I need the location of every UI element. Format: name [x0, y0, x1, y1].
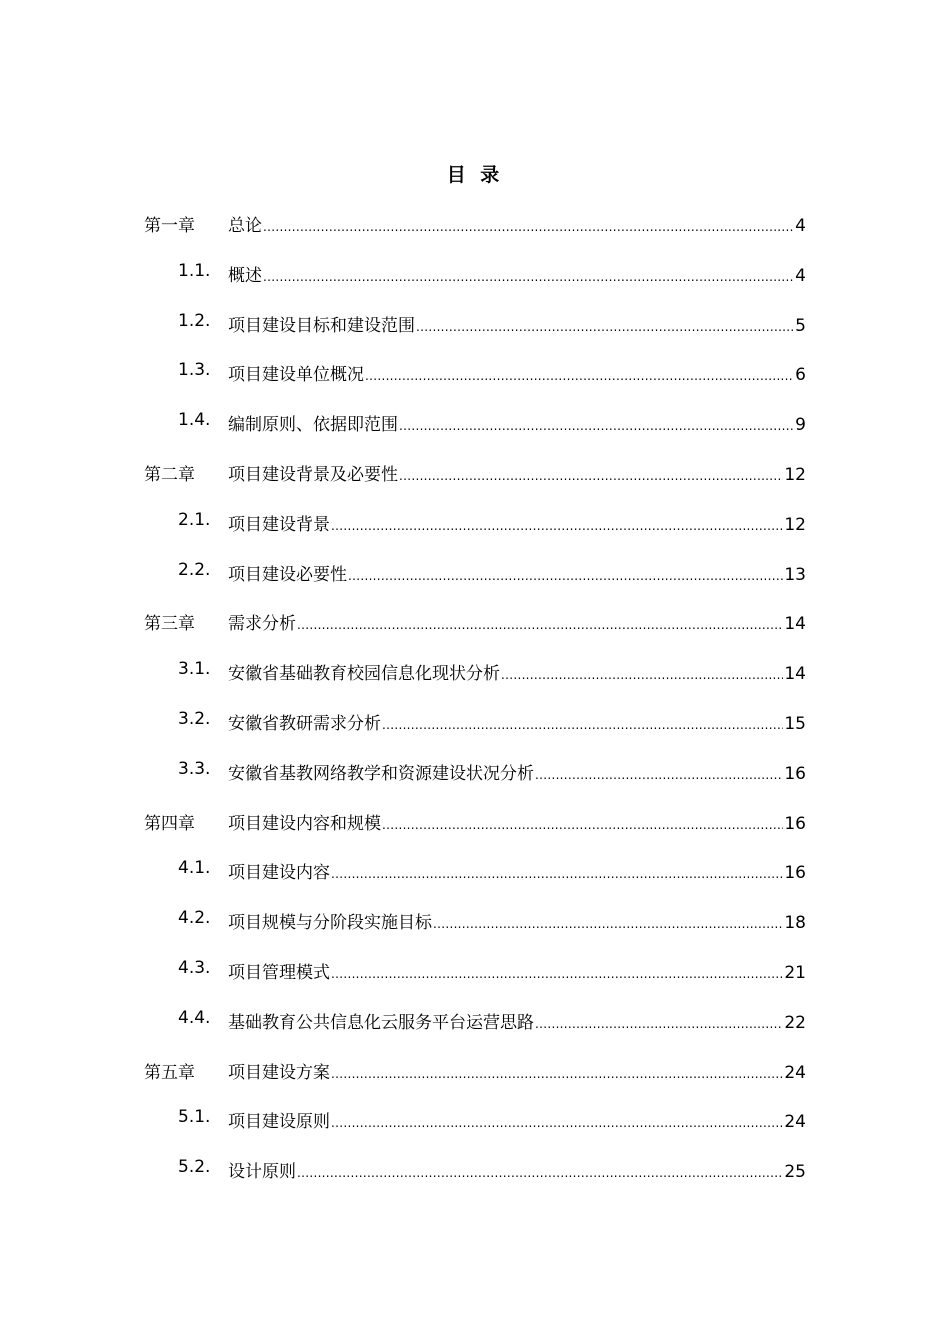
- dot-leader: [416, 320, 794, 334]
- toc-entry-number: 4.1.: [178, 858, 211, 879]
- toc-entry-number: 第一章: [144, 216, 195, 236]
- dot-leader: [535, 768, 783, 782]
- toc-entry-number: 2.2.: [178, 559, 211, 580]
- toc-entry[interactable]: [0, 1095, 950, 1145]
- toc-entry-label: 项目规模与分阶段实施目标: [228, 913, 432, 934]
- toc-entry[interactable]: [0, 697, 950, 747]
- toc-title: 目 录: [446, 164, 504, 186]
- toc-entry-number: 1.2.: [178, 310, 211, 331]
- toc-entry-label: 项目建设背景: [228, 514, 330, 535]
- toc-entry-number: 2.1.: [178, 509, 211, 530]
- toc-entry-page: 14: [784, 614, 806, 635]
- toc-entry-line: [228, 609, 806, 635]
- toc-entry[interactable]: [0, 249, 950, 299]
- toc-entry-page: 15: [784, 714, 806, 734]
- dot-leader: [297, 618, 783, 632]
- toc-entry-page: 12: [784, 514, 806, 535]
- toc-entry-number: 3.3.: [178, 758, 211, 779]
- dot-leader: [331, 1116, 783, 1130]
- toc-entry-label: 项目建设背景及必要性: [228, 465, 398, 485]
- dot-leader: [331, 1067, 783, 1081]
- dot-leader: [365, 369, 794, 383]
- toc-entry[interactable]: [0, 946, 950, 996]
- dot-leader: [535, 1017, 783, 1031]
- toc-entry-line: [228, 709, 806, 735]
- toc-entry-line: [228, 311, 806, 337]
- toc-entry[interactable]: [0, 448, 950, 498]
- toc-entry-page: 9: [795, 415, 806, 436]
- toc-entry-number: 第五章: [144, 1062, 195, 1083]
- toc-entry-number: 1.1.: [178, 260, 211, 281]
- toc-entry-line: [228, 809, 806, 835]
- toc-entry[interactable]: [0, 996, 950, 1046]
- toc-entry-label: 基础教育公共信息化云服务平台运营思路: [228, 1012, 534, 1033]
- dot-leader: [382, 818, 783, 832]
- toc-entry-label: 编制原则、依据即范围: [228, 415, 398, 436]
- toc-entry-line: [228, 261, 806, 287]
- toc-entry-label: 安徽省基础教育校园信息化现状分析: [228, 664, 500, 685]
- toc-entry[interactable]: [0, 398, 950, 448]
- toc-entry[interactable]: [0, 348, 950, 398]
- toc-entry-number: 4.3.: [178, 958, 211, 978]
- toc-entry-line: [228, 510, 806, 536]
- toc-entry-label: 项目建设原则: [228, 1112, 330, 1133]
- dot-leader: [331, 519, 783, 533]
- dot-leader: [331, 867, 783, 881]
- toc-entry-page: 21: [784, 963, 806, 983]
- toc-entry-page: 13: [784, 564, 806, 585]
- toc-entry[interactable]: [0, 747, 950, 797]
- toc-entry-line: [228, 560, 806, 586]
- toc-entry-number: 5.2.: [178, 1157, 211, 1178]
- toc-entry-label: 概述: [228, 265, 262, 286]
- toc-entry-label: 项目建设目标和建设范围: [228, 315, 415, 336]
- toc-entry-number: 1.4.: [178, 410, 211, 431]
- toc-entry-line: [228, 659, 806, 685]
- toc-entry[interactable]: [0, 797, 950, 847]
- dot-leader: [297, 1166, 783, 1180]
- toc-entry-page: 6: [795, 365, 806, 386]
- toc-entry-number: 1.3.: [178, 360, 211, 381]
- toc-entry-line: [228, 211, 806, 237]
- toc-entry-label: 总论: [228, 216, 262, 236]
- dot-leader: [263, 220, 794, 234]
- toc-entry-page: 16: [784, 813, 806, 834]
- toc-entry-line: [228, 858, 806, 884]
- toc-entry-page: 14: [784, 664, 806, 685]
- toc-entry-number: 4.4.: [178, 1007, 211, 1028]
- toc-entry-label: 项目建设必要性: [228, 564, 347, 585]
- toc-entry-label: 安徽省基教网络教学和资源建设状况分析: [228, 763, 534, 784]
- toc-entry[interactable]: [0, 597, 950, 647]
- dot-leader: [382, 718, 783, 732]
- toc-entry-page: 18: [784, 913, 806, 934]
- toc-entry-number: 4.2.: [178, 908, 211, 929]
- toc-entry[interactable]: [0, 199, 950, 249]
- toc-entry-page: 4: [795, 265, 806, 286]
- toc-entry-label: 项目建设内容: [228, 863, 330, 884]
- toc-entry[interactable]: [0, 1046, 950, 1096]
- toc-entry-number: 3.2.: [178, 709, 211, 729]
- toc-entry-label: 项目建设单位概况: [228, 365, 364, 386]
- toc-entry[interactable]: [0, 1145, 950, 1195]
- toc-entry-label: 项目管理模式: [228, 963, 330, 983]
- toc-entry[interactable]: [0, 896, 950, 946]
- toc-entry-page: 16: [784, 763, 806, 784]
- toc-entry[interactable]: [0, 846, 950, 896]
- toc-entry-line: [228, 1107, 806, 1133]
- dot-leader: [501, 668, 783, 682]
- toc-entry-label: 安徽省教研需求分析: [228, 714, 381, 734]
- toc-entry-number: 第二章: [144, 465, 195, 485]
- dot-leader: [263, 270, 794, 284]
- toc-entry-line: [228, 958, 806, 984]
- toc-entry-line: [228, 908, 806, 934]
- toc-entry-line: [228, 1157, 806, 1183]
- dot-leader: [331, 967, 783, 981]
- toc-entry-line: [228, 360, 806, 386]
- toc-entry-page: 24: [784, 1112, 806, 1133]
- toc-entry-number: 第三章: [144, 614, 195, 635]
- toc-entry-page: 24: [784, 1062, 806, 1083]
- toc-entry-label: 项目建设内容和规模: [228, 813, 381, 834]
- toc-entry-number: 5.1.: [178, 1107, 211, 1128]
- toc-entry[interactable]: [0, 299, 950, 349]
- dot-leader: [433, 917, 783, 931]
- toc-entry-line: [228, 1058, 806, 1084]
- toc-entry-page: 5: [795, 315, 806, 336]
- toc-entry-label: 设计原则: [228, 1162, 296, 1183]
- toc-entry[interactable]: [0, 548, 950, 598]
- toc-entry-page: 25: [784, 1162, 806, 1183]
- toc-entry-page: 4: [795, 216, 806, 236]
- toc-entry-label: 需求分析: [228, 614, 296, 635]
- dot-leader: [399, 419, 794, 433]
- toc-entry-line: [228, 410, 806, 436]
- dot-leader: [348, 569, 783, 583]
- toc-entry-line: [228, 460, 806, 486]
- toc-entry-page: 12: [784, 465, 806, 485]
- toc-entry-line: [228, 759, 806, 785]
- dot-leader: [399, 469, 783, 483]
- toc-entry[interactable]: [0, 647, 950, 697]
- toc-entry-label: 项目建设方案: [228, 1062, 330, 1083]
- toc-entry[interactable]: [0, 498, 950, 548]
- toc-entry-page: 16: [784, 863, 806, 884]
- toc-entry-page: 22: [784, 1012, 806, 1033]
- toc-entry-number: 3.1.: [178, 659, 211, 680]
- toc-entry-number: 第四章: [144, 813, 195, 834]
- toc-entry-line: [228, 1008, 806, 1034]
